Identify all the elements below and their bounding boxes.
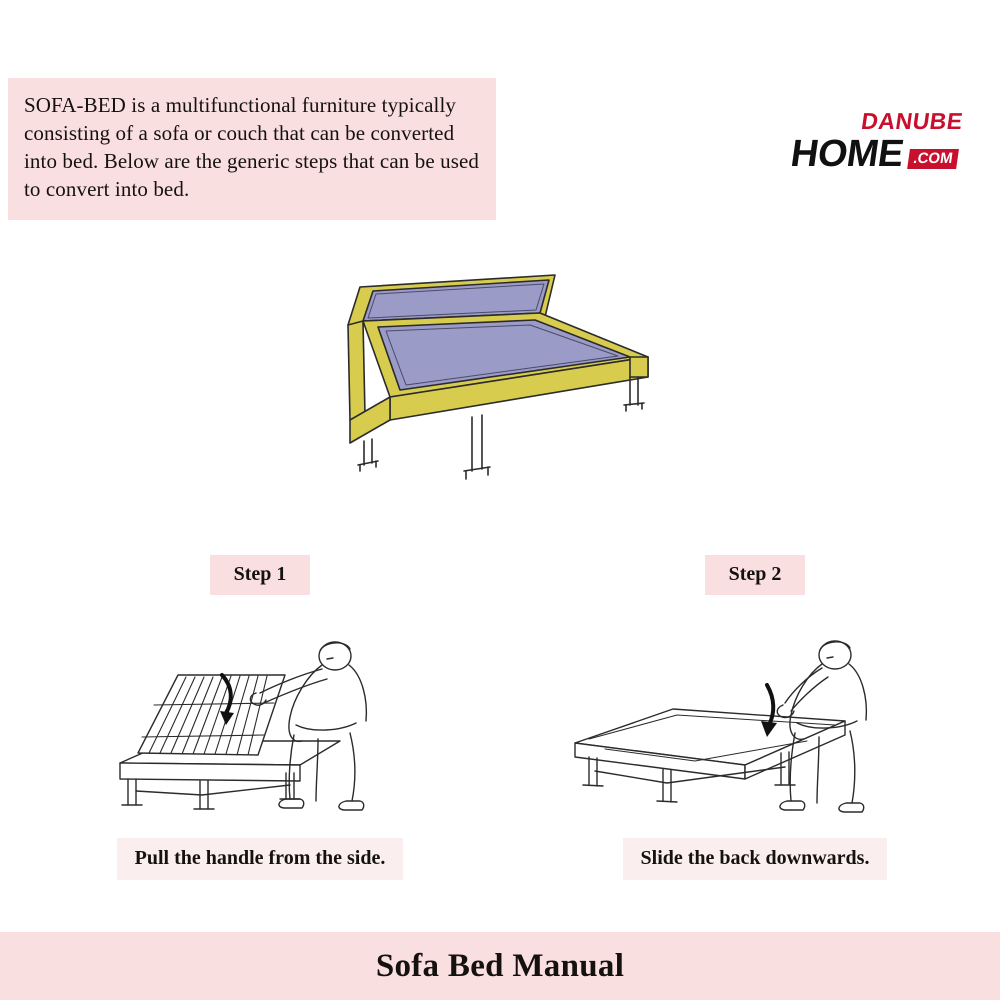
step-1-badge: Step 1 [210, 555, 310, 595]
step-1-block [50, 555, 470, 880]
step1-svg [50, 613, 470, 828]
danube-home-logo [736, 110, 965, 173]
logo-line-home: HOME [788, 133, 907, 175]
step-2-badge: Step 2 [705, 555, 805, 595]
step-2-caption: Slide the back downwards. [623, 838, 888, 880]
step1-seat-front [120, 763, 300, 781]
sofa-bed-illustration [330, 265, 710, 510]
step-2-block [545, 555, 965, 880]
intro-text-box [8, 78, 496, 220]
logo-suffix-com: .COM [907, 149, 959, 169]
seat-left-band [348, 321, 365, 420]
logo-line-danube: DANUBE [859, 108, 965, 134]
footer-title: Sofa Bed Manual [375, 947, 625, 984]
step2-slide-back-illustration [545, 613, 965, 828]
step-1-caption: Pull the handle from the side. [117, 838, 404, 880]
step2-svg [545, 613, 965, 828]
sofa-bed-svg [330, 265, 710, 510]
intro-paragraph: SOFA-BED is a multifunctional furniture typically consisting of a sofa or couch that can be converted into bed. Below are the generic steps that can be used to convert into bed. [24, 93, 479, 201]
step1-pull-handle-illustration [50, 613, 470, 828]
footer-bar [0, 932, 1000, 1000]
